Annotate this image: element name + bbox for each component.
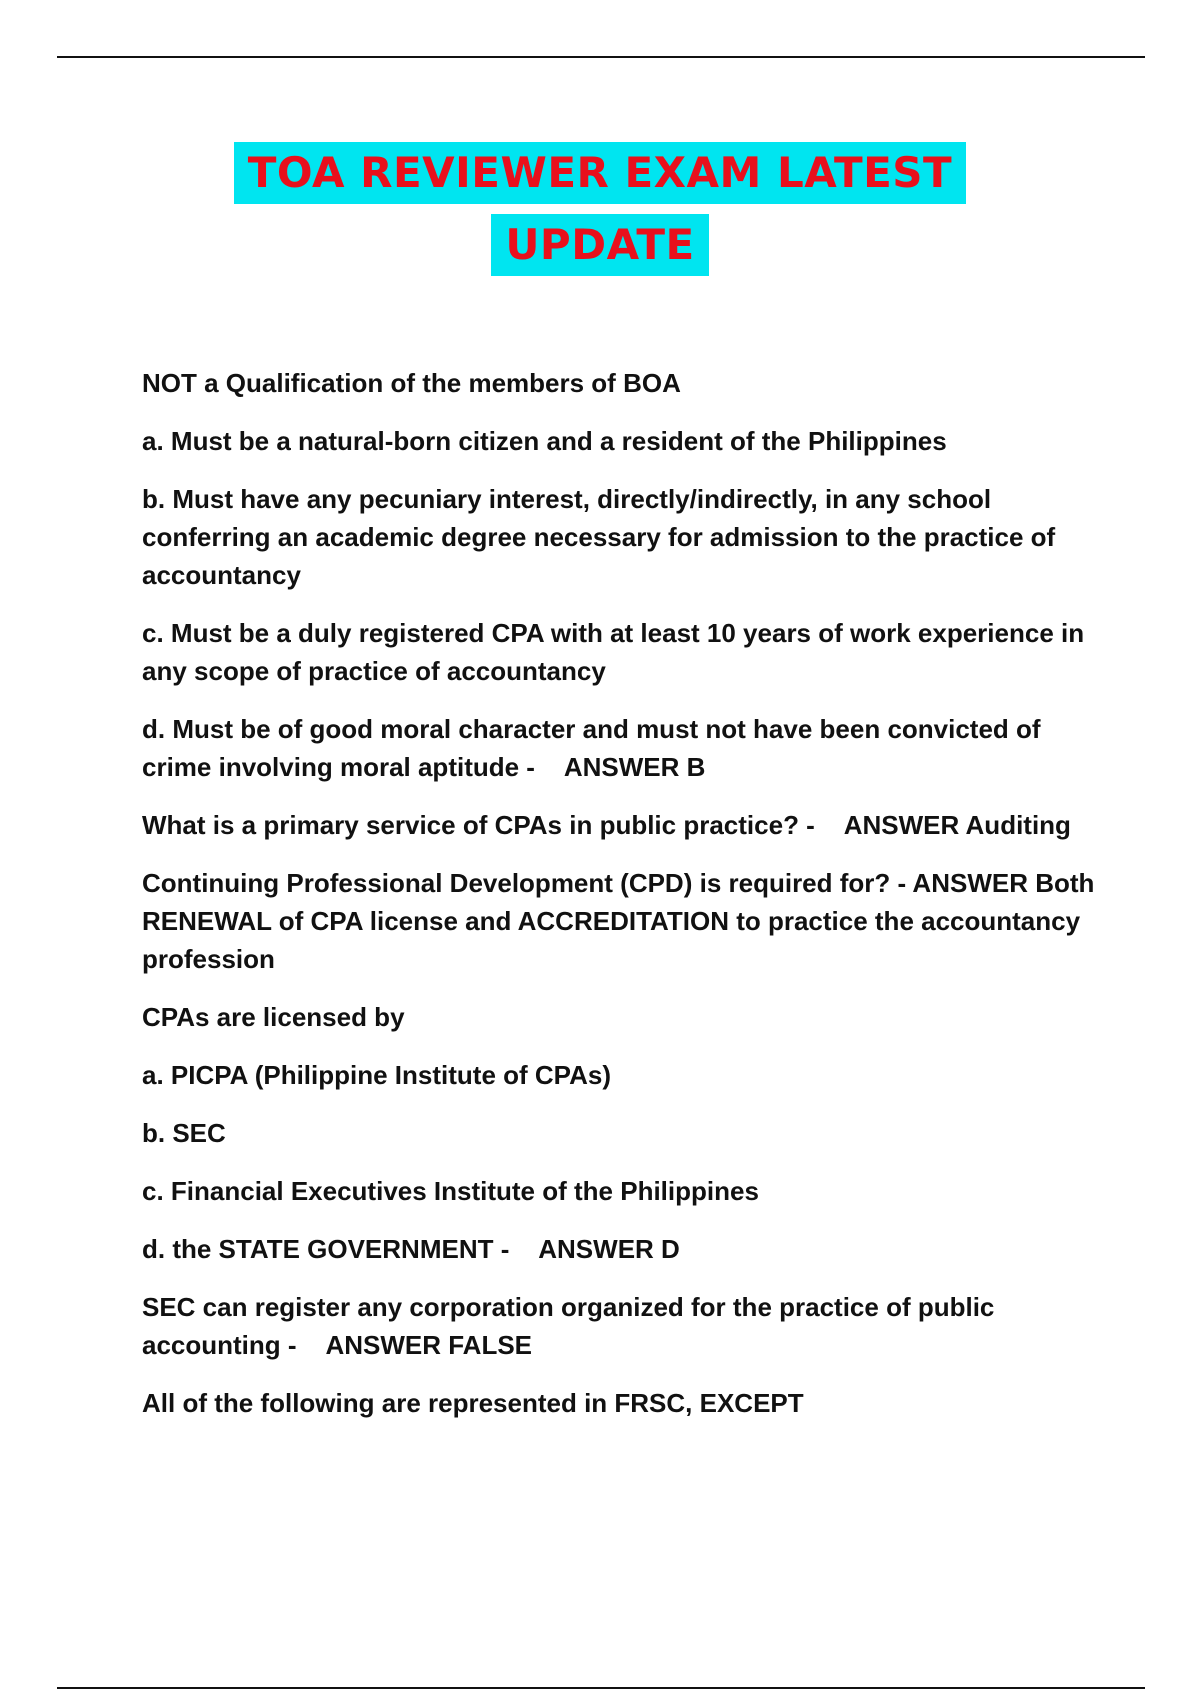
option-a: a. PICPA (Philippine Institute of CPAs) — [142, 1060, 611, 1090]
question-primary-service: What is a primary service of CPAs in public practice? - ANSWER Auditing — [142, 810, 1071, 840]
option-d-answer: d. the STATE GOVERNMENT - ANSWER D — [142, 1234, 680, 1264]
option-b: b. SEC — [142, 1118, 226, 1148]
option-c: c. Must be a duly registered CPA with at least 10 years of work experience in any scope of practice of accountancy — [142, 618, 1085, 686]
question-sec-register: SEC can register any corporation organized for the practice of public accounting - ANSWER FALSE — [142, 1292, 995, 1360]
option-c: c. Financial Executives Institute of the Philippines — [142, 1176, 759, 1206]
question-frsc: All of the following are represented in FRSC, EXCEPT — [142, 1388, 804, 1418]
title-line-2: UPDATE — [491, 214, 708, 276]
option-d-answer: d. Must be of good moral character and must not have been convicted of crime involving moral aptitude - ANSWER B — [142, 714, 1041, 782]
question-boa-qualification: NOT a Qualification of the members of BOA — [142, 368, 681, 398]
option-a: a. Must be a natural-born citizen and a resident of the Philippines — [142, 426, 947, 456]
footer-rule — [57, 1687, 1145, 1689]
title-line-1: TOA REVIEWER EXAM LATEST — [234, 142, 966, 204]
question-cpa-licensed: CPAs are licensed by — [142, 1002, 405, 1032]
document-title — [0, 142, 1200, 286]
header-rule — [57, 56, 1145, 58]
question-cpd: Continuing Professional Development (CPD) is required for? - ANSWER Both RENEWAL of CPA license and ACCREDITATION to practice the accountancy profession — [142, 868, 1095, 974]
option-b: b. Must have any pecuniary interest, directly/indirectly, in any school conferring an academic degree necessary for admission to the practice of accountancy — [142, 484, 1056, 590]
document-body — [142, 364, 1102, 1442]
